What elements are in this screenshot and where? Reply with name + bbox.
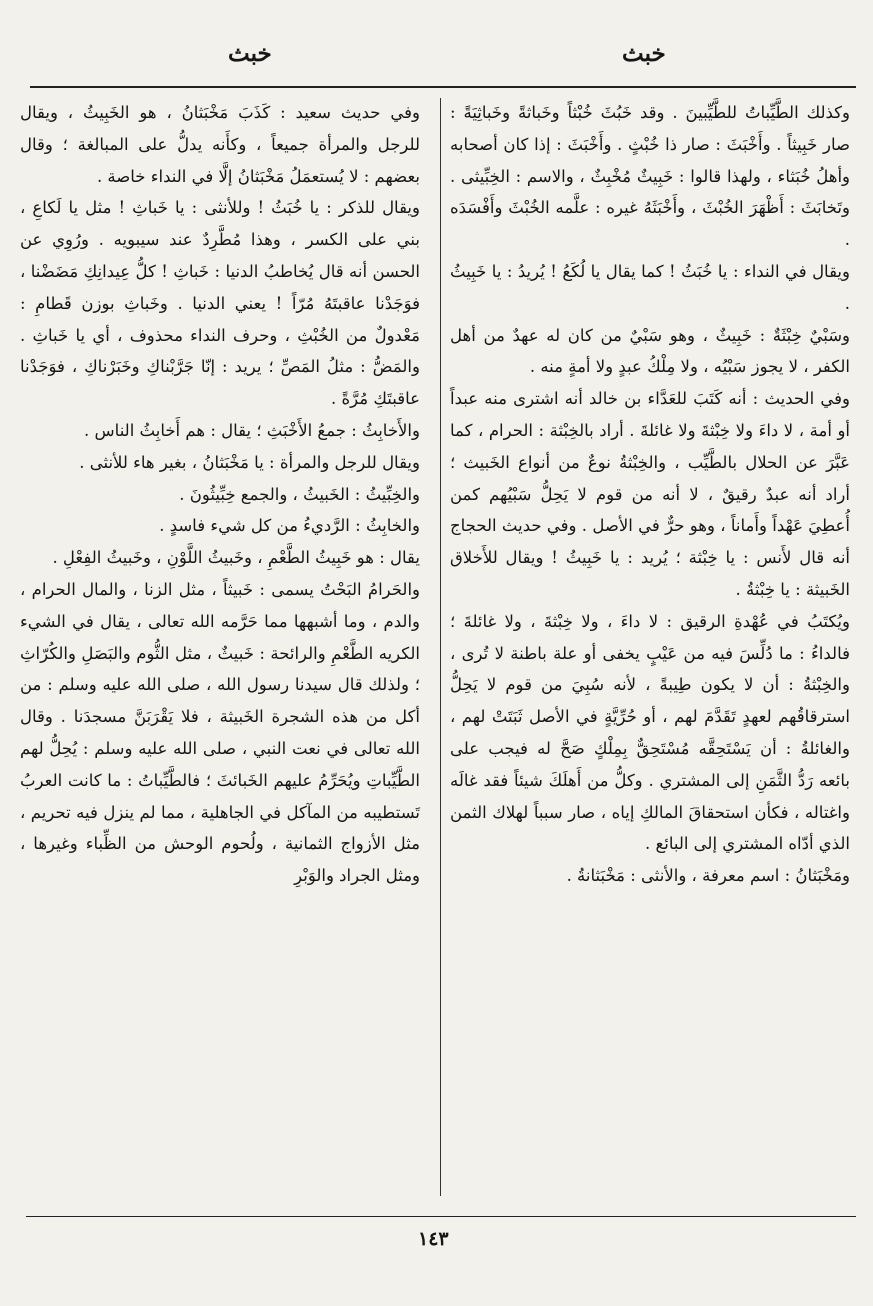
paragraph: ويقال في النداء : يا خُبَثُ ! كما يقال يا لُكَعُ ! يُريدُ : يا خَبِيثُ . bbox=[450, 261, 850, 313]
header-rule bbox=[30, 86, 856, 88]
paragraph: وكذلك الطَّيِّباتُ للطَّيِّبينَ . وقد خَبُثَ خُبْثاً وخَباثةً وخَباثِيَةً : صار خَبِيثاً . وأَخْبَثَ : صار ذا خُبْثٍ . وأَخْبَثَ : إذا كان أصحابه وأهلُ خُبَثاء ، ولهذا قالوا : خَبِيثٌ مُخْبِثٌ ، والاسم : الخِبِّيثى . وتَخابَثَ : أَظْهَرَ الخُبْثَ ، وأَخْبَثَهُ غيره : علَّمه الخُبْثَ وأَفْسَدَه . bbox=[450, 103, 850, 250]
left-column bbox=[20, 97, 420, 892]
footer-rule bbox=[26, 1216, 856, 1217]
paragraph: والأَخابِثُ : جمعُ الأَخْبَثِ ؛ يقال : هم أَخابِثُ الناس . bbox=[84, 420, 420, 440]
paragraph: ومَخْبَثانُ : اسم معرفة ، والأنثى : مَخْبَثانةُ . bbox=[566, 866, 850, 886]
paragraph: والخِبِّيثُ : الخَبيثُ ، والجمع خِبِّيثُونَ . bbox=[179, 484, 420, 504]
paragraph: ويقال للرجل والمرأة : يا مَخْبَثانُ ، بغير هاء للأنثى . bbox=[79, 452, 420, 472]
paragraph: ويُكتَبُ في عُهْدةِ الرقيق : لا داءَ ، ولا خِبْثةَ ، ولا غائلةَ ؛ فالداءُ : ما دُلِّسَ فيه من عَيْبٍ يخفى أو علة باطنة لا تُرى ، والخِبْثةُ : أن لا يكون طِيبةً ، لأنه سُبِيَ من قوم لا يَحِلُّ استرقاقُهم لعهدٍ تَقَدَّمَ لهم ، أو حُرِّيَّةٍ في الأصل ثَبَتَتْ لهم ، والغائلةُ : أن يَسْتَحِقَّه مُسْتَحِقٌّ بِمِلْكٍ صَحَّ له فيجب على بائعه رَدُّ الثَّمَنِ إلى المشتري . وكلُّ من أَهلَكَ شيئاً فقد غالَه واغتاله ، فكأن استحقاقَ المالكِ إياه ، صار سبباً لهلاك الثمن الذي أدّاه المشتري إلى البائع . bbox=[450, 611, 850, 854]
column-divider bbox=[440, 98, 441, 1196]
page-number: ١٤٣ bbox=[418, 1228, 449, 1250]
paragraph: والخابِثُ : الرَّديءُ من كل شيء فاسدٍ . bbox=[159, 516, 420, 536]
paragraph: وسَبْيٌ خِبْثَةٌ : خَبِيثٌ ، وهو سَبْيٌ من كان له عهدٌ من أهل الكفر ، لا يجوز سَبْيُه ، ولا مِلْكُ عبدٍ ولا أمةٍ منه . bbox=[450, 325, 850, 377]
paragraph: والحَرامُ البَحْتُ يسمى : خَبيثاً ، مثل الزنا ، والمال الحرام ، والدم ، وما أشبهها مما حَرَّمه الله تعالى ، يقال في الشيء الكريه الطَّعْمِ والرائحة : خَبيثٌ ، مثل الثُّوم والبَصَلِ والكُرّاثِ ؛ ولذلك قال سيدنا رسول الله ، صلى الله عليه وسلم : من أكل من هذه الشجرة الخَبيثة ، فلا يَقْرَبَنَّ مسجدَنا . وقال الله تعالى في نعت النبي ، صلى الله عليه وسلم : يُحِلُّ لهم الطَّيِّباتِ ويُحَرِّمُ عليهم الخَبائثَ ؛ فالطَّيِّباتُ : ما كانت العربُ تَستطيبه من المآكل في الجاهلية ، مما لم ينزل فيه تحريم ، مثل الأزواج الثمانية ، ولُحوم الوحش من الظِّباء وغيرها ، ومثل الجراد والوَبْرِ bbox=[20, 579, 420, 886]
right-column bbox=[450, 97, 850, 892]
paragraph: ويقال للذكر : يا خُبَثُ ! وللأنثى : يا خَباثِ ! مثل يا لَكاعِ ، بني على الكسر ، وهذا مُطَّرِدٌ عند سيبويه . ورُوِي عن الحسن أنه قال يُخاطبُ الدنيا : خَباثِ ! كلُّ عِيدانِكِ مَضَضْنا ، فوَجَدْنا عاقبتَهُ مُرّاً ! يعني الدنيا . وخَباثِ بوزن قَطامِ : مَعْدولٌ من الخُبْثِ ، وحرف النداء محذوف ، أي يا خَباثِ . والمَضُّ : مثلُ المَصِّ ؛ يريد : إنّا جَرَّبْناكِ وخَبَرْناكِ ، فوَجَدْنا عاقبتَكِ مُرَّةً . bbox=[20, 198, 420, 409]
paragraph: وفي حديث سعيد : كَذَبَ مَخْبَثانُ ، هو الخَبِيثُ ، ويقال للرجل والمرأة جميعاً ، وكأَنه يدلُّ على المبالغة ؛ وقال بعضهم : لا يُستعمَلُ مَخْبَثانُ إلَّا في النداء خاصة . bbox=[20, 103, 420, 186]
headword-left: خبث bbox=[228, 40, 272, 67]
headword-right: خبث bbox=[622, 40, 666, 67]
paragraph: يقال : هو خَبِيثُ الطَّعْمِ ، وخَبيثُ اللَّوْنِ ، وخَبيثُ الفِعْلِ . bbox=[52, 548, 420, 568]
paragraph: وفي الحديث : أنه كَتَبَ للعَدَّاء بن خالد أنه اشترى منه عبداً أو أمة ، لا داءَ ولا خِبْثةَ ولا غائلةَ . أراد بالخِبْثة : الحرام ، كما عَبَّرَ عن الحلال بالطَّيِّب ، والخِبْثةُ نوعٌ من أنواع الخَبيث ؛ أراد أنه عبدٌ رقيقٌ ، لا أنه من قوم لا يَحِلُّ سَبْيُهم كمن أُعطِيَ عَهْداً وأَماناً ، وهو حرٌّ في الأصل . وفي حديث الحجاج أنه قال لأَنس : يا خِبْثة ؛ يُريد : يا خَبِيثُ ! ويقال للأَخلاق الخَبيثة : يا خِبْثةُ . bbox=[450, 389, 850, 599]
